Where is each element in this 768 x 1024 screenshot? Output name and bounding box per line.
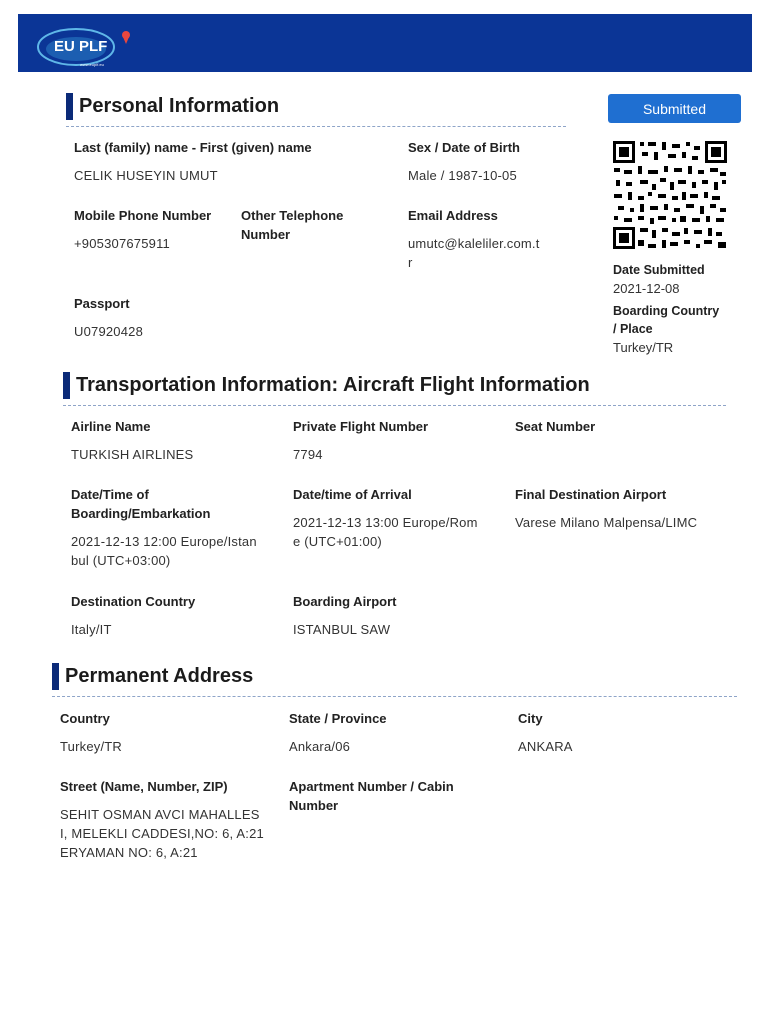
name-label: Last (family) name - First (given) name — [74, 140, 312, 155]
flight-number-label: Private Flight Number — [293, 419, 429, 434]
street-label: Street (Name, Number, ZIP) — [60, 779, 228, 794]
boarding-airport-value: ISTANBUL SAW — [293, 622, 391, 637]
sex-dob-value: Male / 1987-10-05 — [408, 168, 517, 183]
section-title-transport — [63, 372, 590, 399]
logo-text: EU PLF — [54, 38, 108, 55]
street-value-line3: ERYAMAN NO: 6, A:21 — [60, 845, 198, 860]
passport-label: Passport — [74, 296, 130, 311]
passport-value: U07920428 — [74, 324, 144, 339]
address-country-value: Turkey/TR — [60, 739, 122, 754]
section-divider — [63, 405, 726, 406]
address-country-label: Country — [60, 711, 110, 726]
section-marker — [63, 372, 70, 399]
arrival-datetime-label: Date/time of Arrival — [293, 487, 412, 502]
boarding-country-label-line1: Boarding Country — [613, 304, 720, 318]
date-submitted-value: 2021-12-08 — [613, 281, 680, 296]
name-value: CELIK HUSEYIN UMUT — [74, 168, 218, 183]
street-value-line2: I, MELEKLI CADDESI,NO: 6, A:21 — [60, 826, 264, 841]
section-title-text: Personal Information — [79, 95, 280, 117]
logo-subtext: www.euplf.eu — [80, 62, 104, 67]
boarding-datetime-value-line2: bul (UTC+03:00) — [71, 553, 171, 568]
section-title-address — [52, 663, 253, 690]
section-divider — [52, 696, 737, 697]
boarding-airport-label: Boarding Airport — [293, 594, 397, 609]
email-value-line2: r — [408, 255, 413, 270]
other-phone-label-line1: Other Telephone — [241, 208, 344, 223]
sex-dob-label: Sex / Date of Birth — [408, 140, 520, 155]
final-destination-value: Varese Milano Malpensa/LIMC — [515, 515, 698, 530]
email-label: Email Address — [408, 208, 498, 223]
state-province-value: Ankara/06 — [289, 739, 351, 754]
section-title-text: Permanent Address — [65, 665, 254, 687]
section-title-text: Transportation Information: Aircraft Flight Information — [76, 374, 590, 396]
final-destination-label: Final Destination Airport — [515, 487, 667, 502]
arrival-datetime-value-line1: 2021-12-13 13:00 Europe/Rom — [293, 515, 478, 530]
date-submitted-label: Date Submitted — [613, 263, 705, 277]
boarding-datetime-label-line2: Boarding/Embarkation — [71, 506, 211, 521]
seat-number-label: Seat Number — [515, 419, 596, 434]
boarding-datetime-label-line1: Date/Time of — [71, 487, 149, 502]
street-value-line1: SEHIT OSMAN AVCI MAHALLES — [60, 807, 260, 822]
flight-number-value: 7794 — [293, 447, 323, 462]
section-title-personal — [66, 93, 279, 120]
section-marker — [66, 93, 73, 120]
header-bar — [18, 14, 752, 72]
qr-code — [612, 140, 728, 250]
apartment-label-line2: Number — [289, 798, 339, 813]
city-label: City — [518, 711, 543, 726]
apartment-label-line1: Apartment Number / Cabin — [289, 779, 454, 794]
airline-value: TURKISH AIRLINES — [71, 447, 194, 462]
airline-label: Airline Name — [71, 419, 151, 434]
city-value: ANKARA — [518, 739, 573, 754]
arrival-datetime-value-line2: e (UTC+01:00) — [293, 534, 382, 549]
status-badge: Submitted — [608, 94, 741, 123]
mobile-value: +905307675911 — [74, 236, 170, 251]
email-value-line1: umutc@kaleliler.com.t — [408, 236, 540, 251]
boarding-country-label-line2: / Place — [613, 322, 653, 336]
boarding-country-value: Turkey/TR — [613, 340, 674, 355]
other-phone-label-line2: Number — [241, 227, 291, 242]
destination-country-value: Italy/IT — [71, 622, 112, 637]
state-province-label: State / Province — [289, 711, 387, 726]
destination-country-label: Destination Country — [71, 594, 196, 609]
mobile-label: Mobile Phone Number — [74, 208, 212, 223]
eu-plf-logo — [36, 22, 136, 68]
boarding-datetime-value-line1: 2021-12-13 12:00 Europe/Istan — [71, 534, 257, 549]
section-divider — [66, 126, 566, 127]
section-marker — [52, 663, 59, 690]
